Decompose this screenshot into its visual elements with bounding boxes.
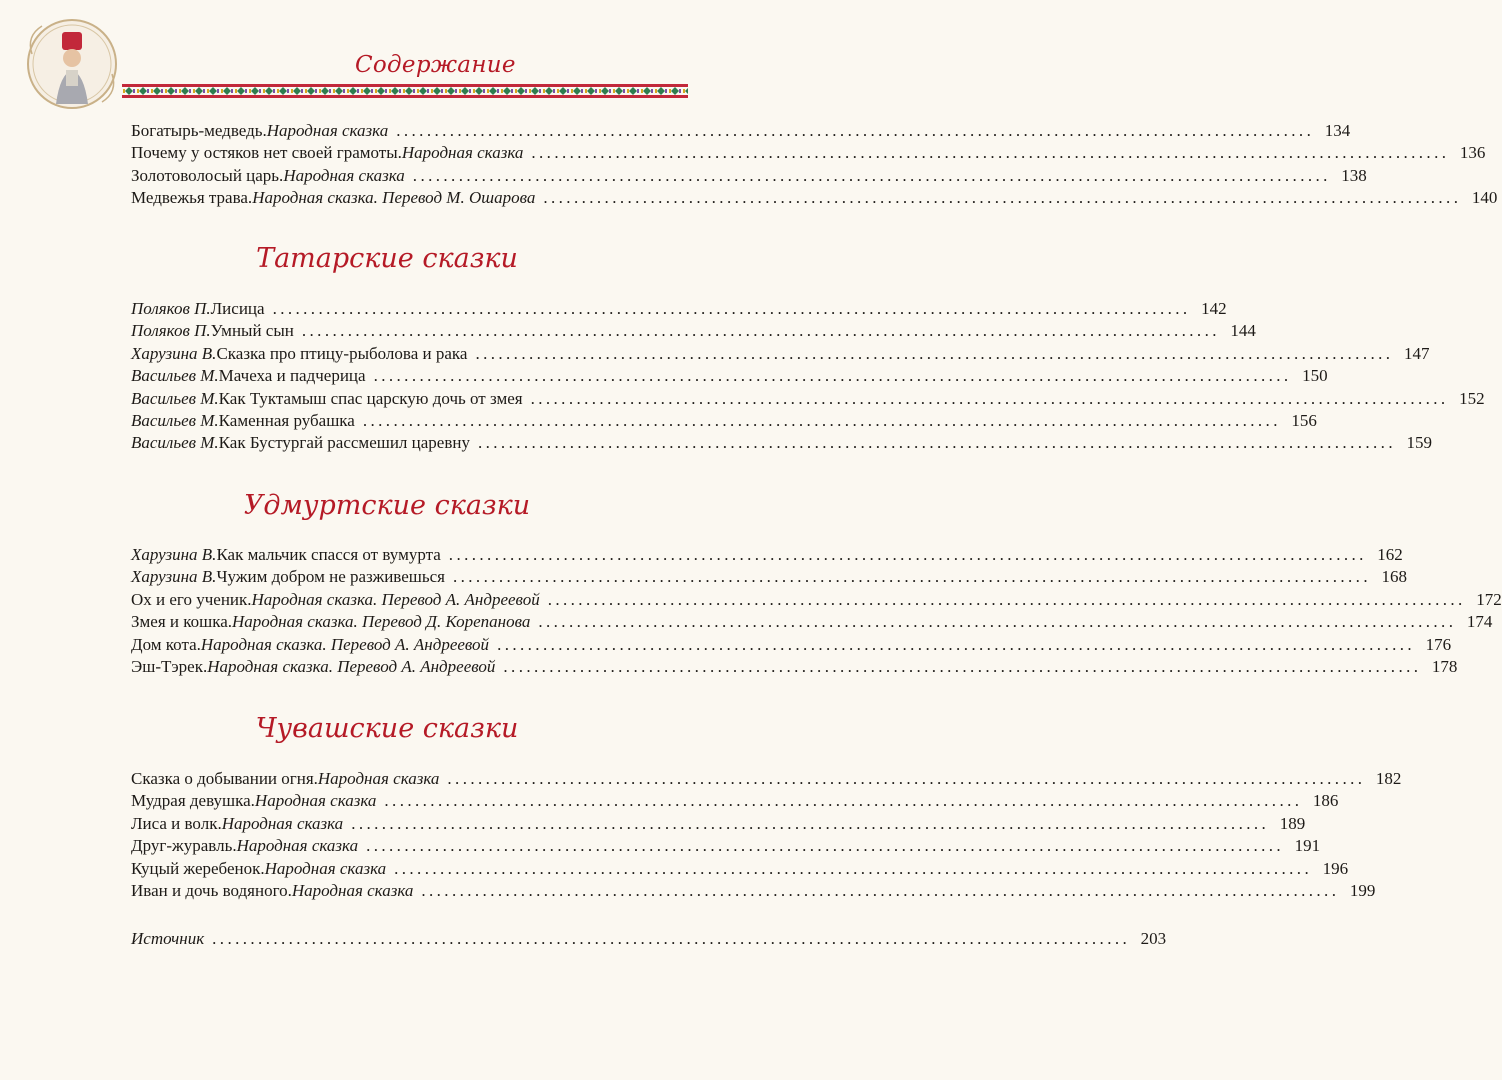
toc-block-tatar [131,299,1485,456]
toc-entry[interactable]: Мудрая девушка. Народная сказка ........................................................................................................................ 186 [131,791,1339,811]
toc-entry[interactable]: Почему у остяков нет своей грамоты. Народная сказка ........................................................................................................................ 136 [131,143,1486,163]
toc-entry[interactable]: Васильев М. Каменная рубашка ........................................................................................................................ 156 [131,410,1317,430]
toc-entry[interactable]: Харузина В. Чужим добром не разживешься ........................................................................................................................ 168 [131,567,1407,587]
toc-entry[interactable]: Змея и кошка. Народная сказка. Перевод Д. Корепанова ........................................................................................................................ 174 [131,612,1493,632]
portrait-medallion [22,14,122,114]
page-number: 134 [1324,121,1351,140]
page-number: 189 [1279,813,1306,833]
toc-entry[interactable]: Сказка о добывании огня. Народная сказка ........................................................................................................................ 182 [131,769,1402,788]
toc-entry[interactable]: Поляков П. Лисица ........................................................................................................................ 142 [131,299,1227,318]
section-title-chuvash: Чувашские сказки [255,713,519,744]
page-number: 186 [1312,791,1339,811]
page-number: 196 [1322,858,1349,878]
page-number: 147 [1403,343,1430,363]
page-number: 159 [1406,433,1432,453]
toc-entry[interactable]: Медвежья трава. Народная сказка. Перевод М. Ошарова ........................................................................................................................ 140 [131,188,1498,208]
toc-entry[interactable]: Лиса и волк. Народная сказка ........................................................................................................................ 189 [131,813,1306,833]
page-number: 172 [1476,589,1502,609]
toc-block-source [131,929,1167,951]
page-number: 144 [1230,321,1256,341]
page-number: 142 [1201,299,1227,318]
page-number: 140 [1471,188,1498,208]
section-title-tatar: Татарские сказки [256,243,518,274]
page-number: 203 [1140,929,1167,948]
page-number: 199 [1349,880,1376,900]
toc-entry[interactable]: Васильев М. Мачеха и падчерица ........................................................................................................................ 150 [131,366,1328,386]
toc-entry[interactable]: Дом кота. Народная сказка. Перевод А. Андреевой ........................................................................................................................ 176 [131,634,1452,654]
toc-entry-source[interactable]: Источник ........................................................................................................................ 203 [131,929,1167,948]
toc-entry[interactable]: Эш-Тэрек. Народная сказка. Перевод А. Андреевой ........................................................................................................................ 178 [131,656,1458,676]
page-number: 162 [1377,545,1403,564]
page-number: 191 [1294,836,1321,856]
page-number: 182 [1375,769,1402,788]
ornament-band [122,84,688,98]
toc-entry[interactable]: Харузина В. Как мальчик спасся от вумурта ........................................................................................................................ 162 [131,545,1403,564]
toc-entry[interactable]: Харузина В. Сказка про птицу-рыболова и рака ........................................................................................................................ 147 [131,343,1430,363]
page-title: Содержание [355,52,516,78]
page-number: 136 [1459,143,1486,163]
page-number: 156 [1291,410,1317,430]
page-number: 150 [1302,366,1328,386]
page-number: 174 [1466,612,1493,632]
page-number: 176 [1425,634,1452,654]
toc-block-chuvash [131,769,1402,903]
toc-entry[interactable]: Богатырь-медведь. Народная сказка ........................................................................................................................ 134 [131,121,1351,140]
toc-block-1 [131,121,1498,211]
toc-block-udmurt [131,545,1502,679]
toc-entry[interactable]: Поляков П. Умный сын ........................................................................................................................ 144 [131,321,1256,341]
page-number: 152 [1459,388,1485,408]
toc-entry[interactable]: Васильев М. Как Туктамыш спас царскую дочь от змея ........................................................................................................................ 152 [131,388,1485,408]
toc-entry[interactable]: Ох и его ученик. Народная сказка. Перевод А. Андреевой ........................................................................................................................ 172 [131,589,1502,609]
toc-entry[interactable]: Куцый жеребенок. Народная сказка ........................................................................................................................ 196 [131,858,1349,878]
toc-entry[interactable]: Иван и дочь водяного. Народная сказка ........................................................................................................................ 199 [131,880,1376,900]
toc-entry[interactable]: Золотоволосый царь. Народная сказка ........................................................................................................................ 138 [131,165,1367,185]
page-number: 168 [1381,567,1407,587]
page-number: 178 [1431,656,1458,676]
page-number: 138 [1341,165,1367,185]
section-title-udmurt: Удмуртские сказки [243,490,531,521]
toc-entry[interactable]: Друг-журавль. Народная сказка ........................................................................................................................ 191 [131,836,1321,856]
toc-entry[interactable]: Васильев М. Как Бустургай рассмешил царевну ........................................................................................................................ 159 [131,433,1432,453]
